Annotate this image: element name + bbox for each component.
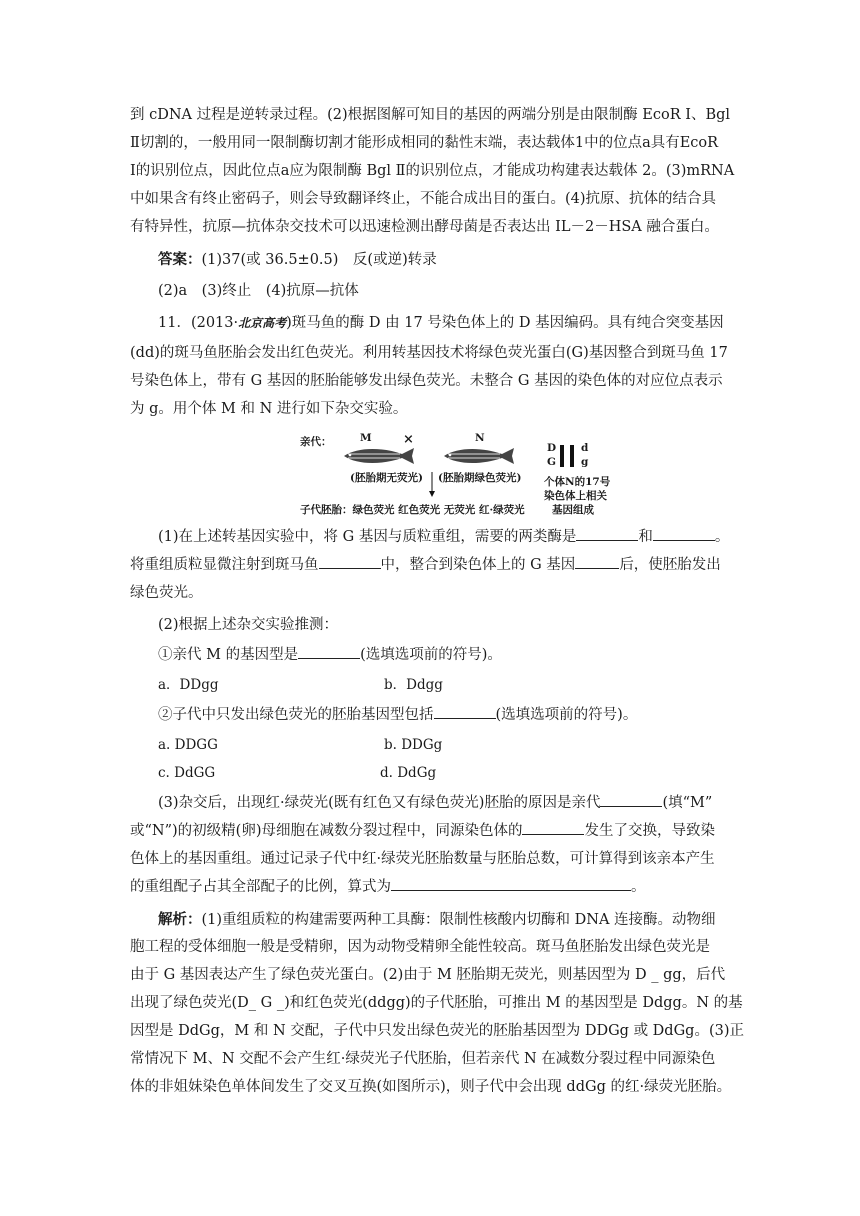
chrom-left-top: D <box>547 442 557 454</box>
option-b[interactable]: b．Ddgg <box>384 677 443 693</box>
option-c[interactable]: c. DdGG <box>158 765 216 781</box>
text-line: Ⅰ的识别位点，因此位点a应为限制酶 Bgl Ⅱ的识别位点，才能成功构建表达载体 2。(3)mRNA <box>130 163 735 179</box>
analysis-text: (1)重组质粒的构建需要两种工具酶：限制性核酸内切酶和 DNA 连接酶。动物细 <box>201 912 716 928</box>
chrom-right-top: d <box>581 442 589 454</box>
option-b[interactable]: b. DDGg <box>384 737 443 753</box>
option-d[interactable]: d. DdGg <box>380 765 437 781</box>
chrom-caption-1: 个体N的17号 <box>544 476 611 488</box>
answer-blank[interactable] <box>522 820 584 835</box>
chrom-caption-3: 基因组成 <box>552 504 594 516</box>
offspring-label: 子代胚胎：绿色荧光 红色荧光 无荧光 红·绿荧光 <box>300 504 525 516</box>
q3-text: (填“M” <box>662 795 713 811</box>
question-11-line-3: 号染色体上，带有 G 基因的胚胎能够发出绿色荧光。未整合 G 基因的染色体的对应位点表示 <box>130 373 723 389</box>
question-11-line-2: (dd)的斑马鱼胚胎会发出红色荧光。利用转基因技术将绿色荧光蛋白(G)基因整合到斑马鱼 17 <box>130 345 728 361</box>
chrom-caption-2: 染色体上相关 <box>544 490 607 502</box>
q2-text: ①亲代 M 的基因型是 <box>158 647 299 663</box>
parent-label: 亲代： <box>300 436 332 448</box>
answer-line-2: (2)a (3)终止 (4)抗原—抗体 <box>158 283 359 299</box>
cross-diagram <box>300 430 610 520</box>
q2-options-1 <box>158 672 758 699</box>
answer-label: 答案： <box>158 251 202 268</box>
analysis-line-2: 胞工程的受体细胞一般是受精卵，因为动物受精卵全能性较高。斑马鱼胚胎发出绿色荧光是 <box>130 939 710 955</box>
q2-text: ②子代中只发出绿色荧光的胚胎基因型包括 <box>158 707 434 723</box>
q2-options-3 <box>158 760 758 787</box>
answer-blank[interactable] <box>576 526 638 541</box>
analysis-line-3: 由于 G 基因表达产生了绿色荧光蛋白。(2)由于 M 胚胎期无荧光，则基因型为 D _ gg，后代 <box>130 967 726 983</box>
question-text: )斑马鱼的酶 D 由 17 号染色体上的 D 基因编码。具有纯合突变基因 <box>286 315 724 331</box>
answer-blank[interactable] <box>653 526 715 541</box>
down-arrow-icon <box>428 472 436 498</box>
q2-sub-1 <box>158 642 758 669</box>
q1-text: 后，使胚胎发出 <box>619 557 721 573</box>
analysis-line-6: 常情况下 M、N 交配不会产生红·绿荧光子代胚胎，但若亲代 N 在减数分裂过程中同源染色 <box>130 1051 716 1067</box>
chromosome-pair-icon <box>560 445 574 467</box>
q3-text: 的重组配子占其全部配子的比例，算式为 <box>130 879 391 895</box>
n-phenotype: (胚胎期绿色荧光) <box>438 472 522 484</box>
q3-line-3: 色体上的基因重组。通过记录子代中红·绿荧光胚胎数量与胚胎总数，可计算得到该亲本产生 <box>130 851 715 867</box>
answer-blank[interactable] <box>575 554 619 569</box>
answer-text: (1)37(或 36.5±0.5) 反(或逆)转录 <box>201 252 437 268</box>
text-line: Ⅱ切割的，一般用同一限制酶切割才能形成相同的黏性末端，表达载体1中的位点a具有EcoR <box>130 135 719 151</box>
question-number: 11．(2013· <box>158 315 239 331</box>
q1-text: (1)在上述转基因实验中，将 G 基因与质粒重组，需要的两类酶是 <box>158 529 577 545</box>
text-line: 到 cDNA 过程是逆转录过程。(2)根据图解可知目的基因的两端分别是由限制酶 EcoR Ⅰ、Bgl <box>130 107 731 123</box>
q2-sub-2 <box>158 702 758 729</box>
cross-symbol: × <box>403 432 414 447</box>
analysis-line-1 <box>158 906 758 934</box>
answer-blank[interactable] <box>298 644 360 659</box>
q1-line-3: 绿色荧光。 <box>130 585 203 601</box>
q3-line-1 <box>158 790 758 817</box>
q2-options-2 <box>158 732 758 759</box>
analysis-line-5: 因型是 DdGg，M 和 N 交配，子代中只发出绿色荧光的胚胎基因型为 DDGg 或 DdGg。(3)正 <box>130 1023 744 1039</box>
text-line: 中如果含有终止密码子，则会导致翻译终止，不能合成出目的蛋白。(4)抗原、抗体的结合具 <box>130 191 717 207</box>
q1-text: 中，整合到染色体上的 G 基因 <box>380 557 576 573</box>
option-a[interactable]: a．DDgg <box>158 677 219 693</box>
q3-line-4 <box>130 874 730 901</box>
q1-text: 和 <box>638 529 653 545</box>
m-phenotype: (胚胎期无荧光) <box>350 472 423 484</box>
answer-line-1 <box>158 246 758 274</box>
q2-intro: (2)根据上述杂交实验推测： <box>158 617 339 633</box>
fish-m-icon <box>344 448 414 464</box>
chrom-right-bottom: g <box>581 456 589 468</box>
option-a[interactable]: a. DDGG <box>158 737 218 753</box>
q1-text: 将重组质粒显微注射到斑马鱼 <box>130 557 319 573</box>
m-label: M <box>360 432 372 444</box>
q3-line-2 <box>130 818 730 845</box>
question-11-line-1 <box>158 310 758 337</box>
answer-blank[interactable] <box>391 876 631 891</box>
analysis-line-4: 出现了绿色荧光(D_ G _)和红色荧光(ddgg)的子代胚胎，可推出 M 的基因型是 Ddgg。N 的基 <box>130 995 743 1011</box>
text-line: 有特异性，抗原—抗体杂交技术可以迅速检测出酵母菌是否表达出 IL－2－HSA 融合蛋白。 <box>130 219 719 235</box>
q1-line-1 <box>158 524 758 551</box>
q3-text: 发生了交换，导致染 <box>584 823 715 839</box>
q3-text: (3)杂交后，出现红·绿荧光(既有红色又有绿色荧光)胚胎的原因是亲代 <box>158 795 601 811</box>
chrom-left-bottom: G <box>547 456 556 468</box>
question-11-line-4: 为 g。用个体 M 和 N 进行如下杂交实验。 <box>130 401 408 417</box>
n-label: N <box>475 432 485 444</box>
answer-blank[interactable] <box>434 704 496 719</box>
question-source: 北京高考 <box>238 316 287 330</box>
analysis-label: 解析： <box>158 911 202 928</box>
q1-line-2 <box>130 552 730 579</box>
q2-text: (选填选项前的符号)。 <box>360 647 502 663</box>
answer-blank[interactable] <box>600 792 662 807</box>
answer-blank[interactable] <box>319 554 381 569</box>
q1-text: 。 <box>714 529 730 545</box>
q2-text: (选填选项前的符号)。 <box>495 707 638 723</box>
q3-text: 或“N”)的初级精(卵)母细胞在减数分裂过程中，同源染色体的 <box>130 823 523 839</box>
q3-text: 。 <box>631 879 646 895</box>
fish-n-icon <box>444 448 514 464</box>
zebrafish-icons <box>342 445 602 467</box>
analysis-line-7: 体的非姐妹染色单体间发生了交叉互换(如图所示)，则子代中会出现 ddGg 的红·绿荧光胚胎。 <box>130 1079 732 1095</box>
